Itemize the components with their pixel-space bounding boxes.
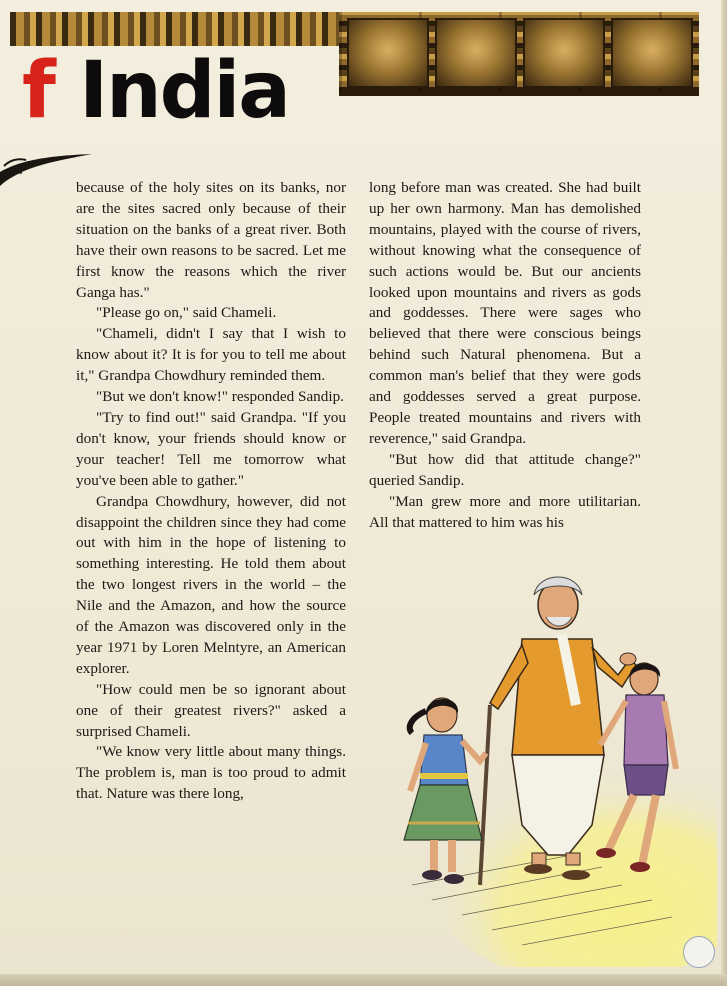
paragraph: "Man grew more and more utilitarian. All that mattered to him was his	[369, 492, 641, 531]
page-edge	[0, 974, 727, 986]
grandpa-walking-with-children-illustration	[372, 555, 717, 967]
paragraph: "Please go on," said Chameli.	[96, 304, 277, 322]
page-edge	[721, 0, 727, 986]
right-column	[369, 178, 641, 533]
paragraph: "Try to find out!" said Grandpa. "If you don't know, your friends should know or your teacher! Tell me tomorrow what you've been able to gather."	[76, 408, 346, 489]
publisher-seal-icon	[683, 936, 715, 968]
title-area	[0, 44, 727, 134]
paragraph: "Chameli, didn't I say that I wish to know about it? It is for you to tell me about it," Grandpa Chowdhury reminded them.	[76, 325, 346, 385]
left-column	[76, 178, 346, 805]
paragraph: long before man was created. She had built up her own harmony. Man has demolished mountains, played with the course of rivers, without knowing what the consequence of such actions would be. But our ancients looked upon mountains and rivers as gods and goddesses. There were sages who believed that there were conscious beings behind such Natural phenomena. But a common man's belief that they were gods and goddesses served a great purpose. People treated mountains and rivers with reverence," said Grandpa.	[369, 179, 641, 447]
title-partial-letter: f	[22, 46, 54, 136]
paragraph: "But how did that attitude change?" queried Sandip.	[369, 450, 641, 489]
paragraph: Grandpa Chowdhury, however, did not disappoint the children since they had come out with him in the hope of listening to something interesting. He told them about the two longest rivers in the world – the Nile and the Amazon, and how the source of the Amazon was discovered only in the year 1971 by Loren Melntyre, an American explorer.	[76, 492, 346, 677]
paragraph: because of the holy sites on its banks, nor are the sites sacred only because of their situation on the banks of a great river. Both have their own reasons to be sacred. Let me first know the reasons which the river Ganga has."	[76, 179, 346, 301]
paragraph: "But we don't know!" responded Sandip.	[96, 388, 344, 406]
paragraph: "We know very little about many things. The problem is, man is too proud to admit that. Nature was there long,	[76, 743, 346, 803]
title-word: India	[79, 46, 289, 136]
paragraph: "How could men be so ignorant about one of their greatest rivers?" asked a surprised Chameli.	[76, 680, 346, 740]
page-title	[22, 46, 289, 136]
